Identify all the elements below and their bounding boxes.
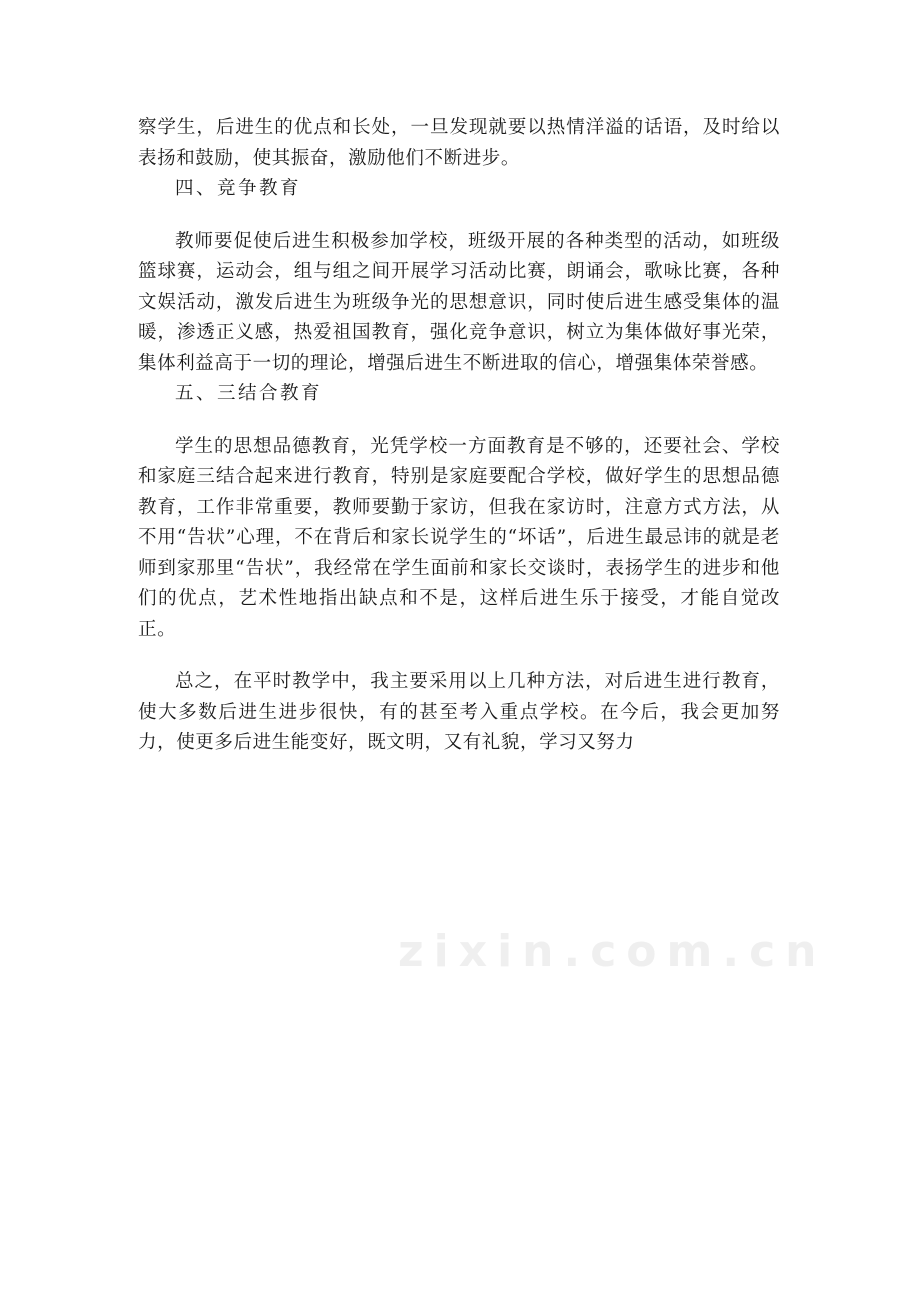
section-heading-competition-education: 四、竞争教育 [175, 178, 302, 199]
paragraph-three-combination-education: 学生的思想品德教育，光凭学校一方面教育是不够的，还要社会、学校和家庭三结合起来进行教育，特别是家庭要配合学校，做好学生的思想品德教育，工作非常重要，教师要勤于家访，但我在家访时，注意方式方法，从不用“告状”心理，不在背后和家长说学生的“坏话”，后进生最忌讳的就是老师到家那里“告状”，我经常在学生面前和家长交谈时，表扬学生的进步和他们的优点，艺术性地指出缺点和不是，这样后进生乐于接受，才能自觉改正。 [138, 435, 780, 640]
paragraph-conclusion: 总之，在平时教学中，我主要采用以上几种方法，对后进生进行教育，使大多数后进生进步很快，有的甚至考入重点学校。在今后，我会更加努力，使更多后进生能变好，既文明，又有礼貌，学习又努力 [138, 671, 780, 753]
section-heading-three-combination-education: 五、三结合教育 [175, 383, 323, 404]
document-body [138, 113, 780, 759]
paragraph-continuation: 察学生，后进生的优点和长处，一旦发现就要以热情洋溢的话语，及时给以表扬和鼓励，使其振奋，激励他们不断进步。 [138, 117, 780, 169]
paragraph-competition-education: 教师要促使后进生积极参加学校，班级开展的各种类型的活动，如班级篮球赛，运动会，组与组之间开展学习活动比赛，朗诵会，歌咏比赛，各种文娱活动，激发后进生为班级争光的思想意识，同时使后进生感受集体的温暖，渗透正义感，热爱祖国教育，强化竞争意识，树立为集体做好事光荣，集体利益高于一切的理论，增强后进生不断进取的信心，增强集体荣誉感。 [138, 230, 780, 374]
watermark: zixin.com.cn [398, 926, 827, 977]
